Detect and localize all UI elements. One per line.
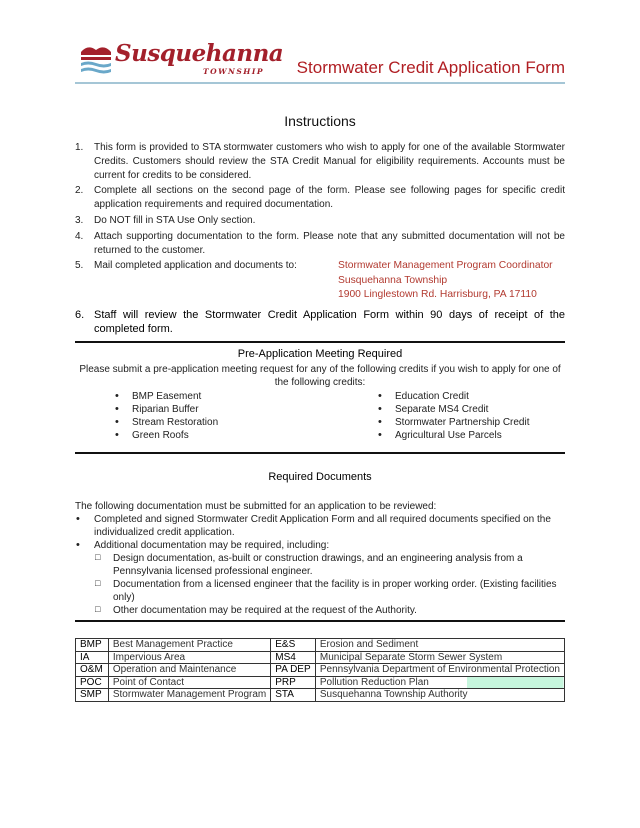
list-item: • Separate MS4 Credit <box>378 403 530 416</box>
abbr-key: PA DEP <box>271 664 316 677</box>
abbr-value: Pennsylvania Department of Environmental Protection <box>315 664 564 677</box>
instructions-heading: Instructions <box>284 113 356 129</box>
section-divider <box>75 620 565 622</box>
pre-application-text: Please submit a pre-application meeting request for any of the following credits if you wish to apply for one of the following credits: <box>79 364 561 388</box>
instruction-text: Attach supporting documentation to the form. Please note that any submitted documentation will not be returned to the customer. <box>94 230 565 256</box>
instruction-item <box>75 259 565 301</box>
required-documents-list <box>75 513 565 617</box>
list-item <box>75 539 565 617</box>
sub-list-item: □ Design documentation, as-built or construction drawings, and an engineering analysis from a Pennsylvania licensed professional engineer. <box>94 552 565 578</box>
list-item: • Riparian Buffer <box>115 403 218 416</box>
instruction-text: Mail completed application and documents to: <box>94 260 297 272</box>
abbr-key: BMP <box>76 639 109 652</box>
abbr-key: MS4 <box>271 651 316 664</box>
sub-list-item: □ Other documentation may be required at the request of the Authority. <box>94 604 565 617</box>
abbr-key: POC <box>76 676 109 689</box>
address-line: Susquehanna Township <box>338 274 448 286</box>
header-divider <box>75 82 565 84</box>
page-header <box>75 38 565 84</box>
instruction-number: 3. <box>75 214 84 226</box>
instruction-text: Staff will review the Stormwater Credit Application Form within 90 days of receipt of the completed form. <box>94 309 565 336</box>
abbr-key: O&M <box>76 664 109 677</box>
abbreviations-table <box>75 638 565 702</box>
instruction-item <box>75 184 565 212</box>
abbr-value: Point of Contact <box>108 676 270 689</box>
abbr-value: Erosion and Sediment <box>315 639 564 652</box>
sub-list-item: □ Documentation from a licensed engineer that the facility is in proper working order. (Existing facilities only) <box>94 578 565 604</box>
list-item: • Stormwater Partnership Credit <box>378 416 530 429</box>
credits-list-right <box>378 390 530 442</box>
list-item: • Agricultural Use Parcels <box>378 429 530 442</box>
instruction-item <box>75 214 565 228</box>
abbr-value: Impervious Area <box>108 651 270 664</box>
list-item-text: Completed and signed Stormwater Credit Application Form and all required documents specified on the individualized credit application. <box>94 514 551 538</box>
abbr-value: Susquehanna Township Authority <box>315 689 564 702</box>
instruction-item <box>75 141 565 182</box>
instruction-number: 2. <box>75 185 84 197</box>
list-item-text: Additional documentation may be required, including: <box>94 540 330 551</box>
list-item: • Stream Restoration <box>115 416 218 429</box>
abbr-key: STA <box>271 689 316 702</box>
address-line: 1900 Linglestown Rd. Harrisburg, PA 17110 <box>338 289 537 301</box>
instruction-number: 6. <box>75 309 85 322</box>
list-item: • BMP Easement <box>115 390 218 403</box>
section-divider <box>75 341 565 343</box>
abbr-key: IA <box>76 651 109 664</box>
table-row <box>76 651 565 664</box>
table-row <box>76 664 565 677</box>
instruction-text: This form is provided to STA stormwater customers who wish to apply for one of the available Stormwater Credits. Customers should review the STA Credit Manual for eligibility requirements. Accounts must be current for credits to be considered. <box>94 142 565 181</box>
table-row <box>76 689 565 702</box>
required-documents-heading: Required Documents <box>268 471 372 483</box>
instruction-item <box>75 230 565 258</box>
abbr-value: Stormwater Management Program <box>108 689 270 702</box>
abbr-value: Pollution Reduction Plan <box>315 676 564 689</box>
instruction-text: Do NOT fill in STA Use Only section. <box>94 214 256 226</box>
abbr-key: E&S <box>271 639 316 652</box>
section-divider <box>75 452 565 454</box>
mailing-address <box>338 259 553 303</box>
logo-subtitle: TOWNSHIP <box>203 67 265 76</box>
instruction-number: 5. <box>75 260 84 272</box>
abbr-value: Municipal Separate Storm Sewer System <box>315 651 564 664</box>
abbr-key: PRP <box>271 676 316 689</box>
table-row <box>76 639 565 652</box>
required-documents-intro: The following documentation must be submitted for an application to be reviewed: <box>75 501 437 512</box>
township-logo-icon <box>79 42 113 78</box>
abbr-value: Operation and Maintenance <box>108 664 270 677</box>
list-item <box>75 513 565 539</box>
instruction-number: 4. <box>75 230 84 242</box>
pre-application-heading: Pre-Application Meeting Required <box>237 348 403 360</box>
instructions-list <box>75 141 565 338</box>
sub-list <box>94 552 565 617</box>
instruction-item <box>75 308 565 336</box>
abbr-value: Best Management Practice <box>108 639 270 652</box>
table-row <box>76 676 565 689</box>
instruction-text: Complete all sections on the second page of the form. Please see following pages for specific credit application requirements and required documentation. <box>94 185 565 211</box>
form-title: Stormwater Credit Application Form <box>296 58 565 77</box>
abbr-key: SMP <box>76 689 109 702</box>
logo-wordmark: Susquehanna <box>115 40 284 67</box>
credits-list-left <box>115 390 218 442</box>
address-line: Stormwater Management Program Coordinator <box>338 260 553 272</box>
instruction-number: 1. <box>75 142 84 153</box>
list-item: • Green Roofs <box>115 429 218 442</box>
list-item: • Education Credit <box>378 390 530 403</box>
